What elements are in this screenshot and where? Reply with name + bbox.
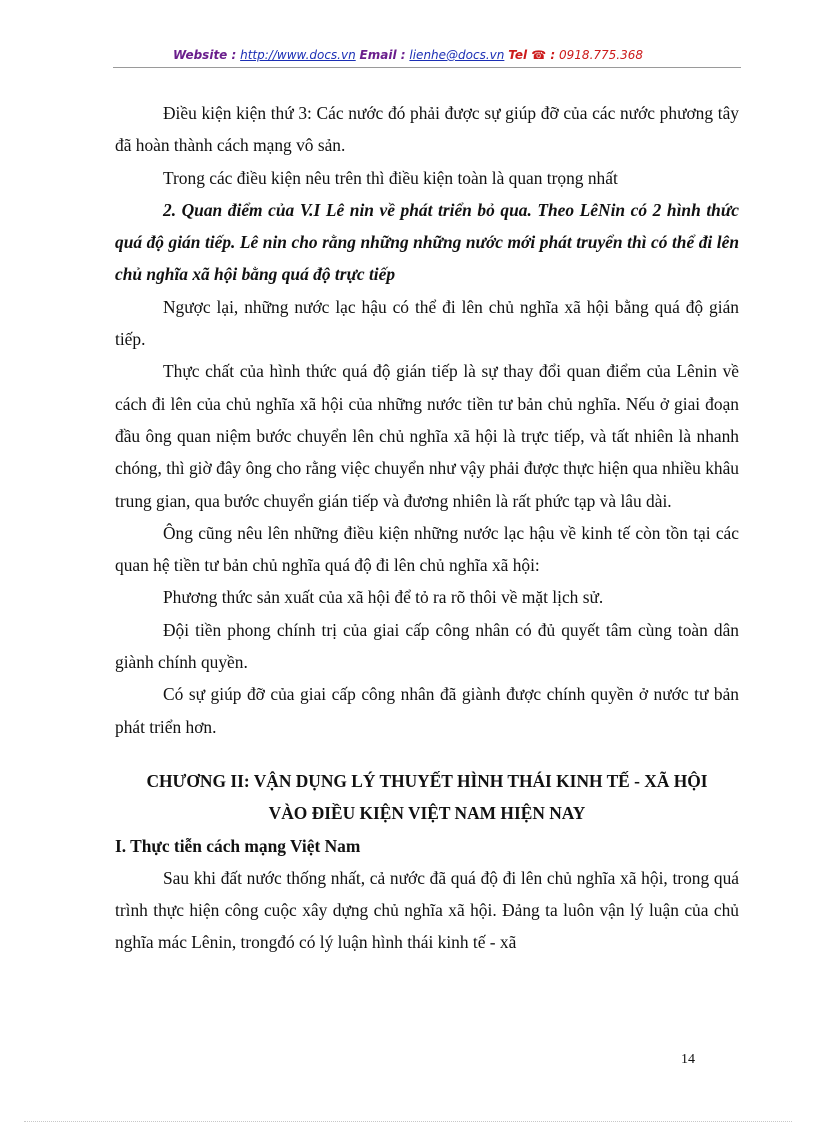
paragraph-working-class-help: Có sự giúp đỡ của giai cấp công nhân đã giành được chính quyền ở nước tư bản phát triển hơn. — [115, 684, 739, 737]
chapter-title — [115, 765, 739, 830]
paragraph-section-intro: Sau khi đất nước thống nhất, cả nước đã quá độ đi lên chủ nghĩa xã hội, trong quá trình thực hiện công cuộc xây dựng chủ nghĩa xã hội. Đảng ta luôn vận lý luận của chủ nghĩa mác Lênin, trongđó có lý luận hình thái kinh tế - xã — [115, 867, 739, 953]
email-link[interactable]: lienhe@docs.vn — [409, 48, 505, 62]
paragraph-condition-3: Điều kiện kiện thứ 3: Các nước đó phải được sự giúp đỡ của các nước phương tây đã hoàn thành cách mạng vô sản. — [115, 103, 739, 156]
paragraph-political-vanguard: Đội tiền phong chính trị của giai cấp công nhân có đủ quyết tâm cùng toàn dân giành chính quyền. — [115, 619, 739, 673]
website-label: Website : — [172, 48, 237, 62]
page-number: 14 — [681, 1052, 695, 1067]
paragraph-most-important: Trong các điều kiện nêu trên thì điều kiện toàn là quan trọng nhất — [163, 167, 618, 188]
email-label: Email : — [359, 48, 406, 62]
phone-number: 0918.775.368 — [559, 48, 644, 62]
paragraph-mode-of-production: Phương thức sản xuất của xã hội để tỏ ra rõ thôi về mặt lịch sử. — [163, 587, 604, 608]
chapter-title-line-1: CHƯƠNG II: VẬN DỤNG LÝ THUYẾT HÌNH THÁI KINH TẾ - XÃ HỘI — [146, 770, 708, 791]
chapter-title-line-2: VÀO ĐIỀU KIỆN VIỆT NAM HIỆN NAY — [268, 803, 586, 824]
website-link[interactable]: http://www.docs.vn — [240, 48, 356, 62]
page-bottom-border — [24, 1121, 792, 1122]
paragraph-conditions-intro: Ông cũng nêu lên những điều kiện những nước lạc hậu về kinh tế còn tồn tại các quan hệ tiền tư bản chủ nghĩa quá độ đi lên chủ nghĩa xã hội: — [115, 522, 739, 576]
page-header — [0, 47, 816, 63]
paragraph-lenin-viewpoint: 2. Quan điểm của V.I Lê nin về phát triển bỏ qua. Theo LêNin có 2 hình thức quá độ gián tiếp. Lê nin cho rằng những những nước mới phát truyển thì có thể đi lên chủ nghĩa xã hội bằng quá độ trực tiếp — [115, 199, 739, 285]
tel-label: Tel ☎ : — [508, 48, 556, 62]
paragraph-indirect-transition: Thực chất của hình thức quá độ gián tiếp là sự thay đổi quan điểm của Lênin về cách đi lên của chủ nghĩa xã hội của những nước tiền tư bản chủ nghĩa. Nếu ở giai đoạn đầu ông quan niệm bước chuyển lên chủ nghĩa xã hội là trực tiếp, và tất nhiên là nhanh chóng, thì giờ đây ông cho rằng việc chuyển như vậy phải được thực hiện qua nhiều khâu trung gian, qua bước chuyển gián tiếp và đương nhiên là rất phức tạp và lâu dài. — [115, 361, 739, 511]
paragraph-backward-countries: Ngược lại, những nước lạc hậu có thể đi lên chủ nghĩa xã hội bằng quá độ gián tiếp. — [115, 296, 739, 350]
header-divider — [113, 67, 741, 68]
section-heading: I. Thực tiễn cách mạng Việt Nam — [115, 835, 361, 856]
document-body — [115, 97, 739, 959]
